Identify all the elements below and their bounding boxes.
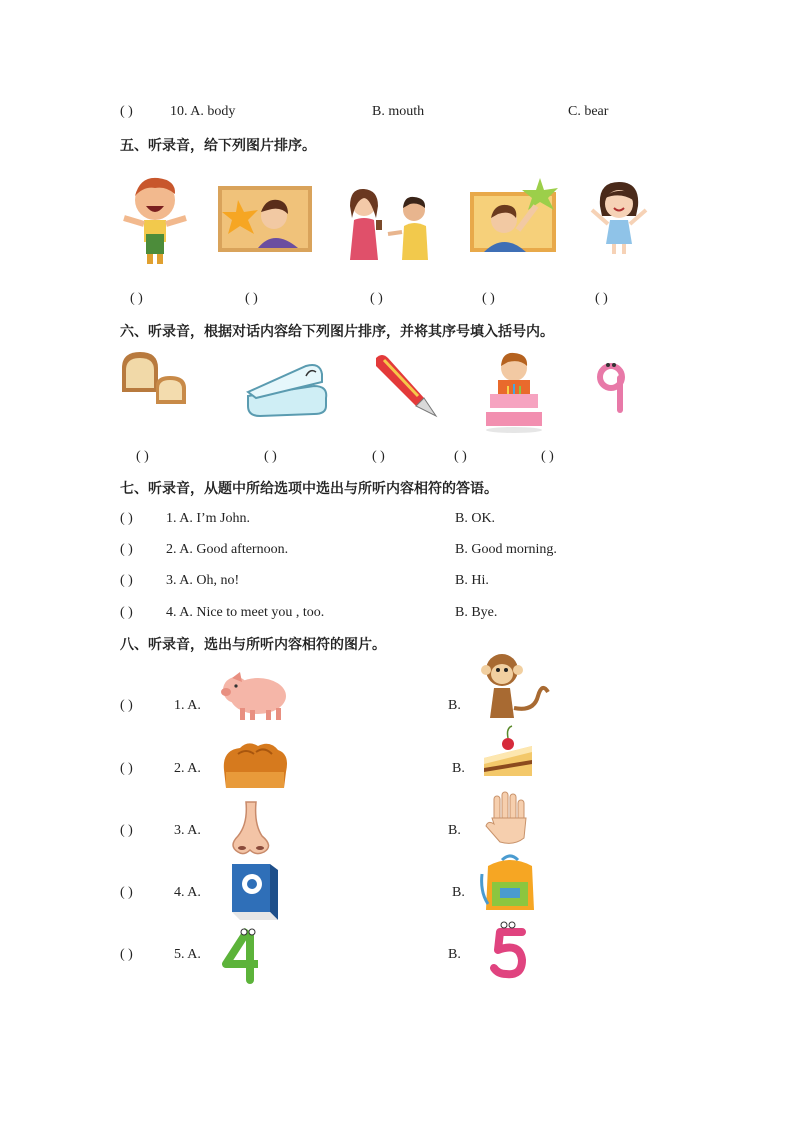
answer-paren[interactable]: ( ) (120, 573, 133, 588)
answer-paren[interactable]: ( ) (120, 761, 133, 776)
answer-paren[interactable]: ( ) (130, 291, 143, 306)
answer-paren[interactable]: ( ) (120, 511, 133, 526)
nose-icon[interactable] (228, 800, 274, 856)
hand-icon[interactable] (484, 792, 530, 846)
pen-icon (370, 352, 440, 420)
number-four-icon[interactable] (222, 926, 266, 984)
pencil-box-icon (244, 362, 330, 418)
section-7-title: 七、听录音，从题中所给选项中选出与所听内容相符的答语。 (120, 481, 498, 497)
option-b: B. (448, 823, 461, 838)
smiling-girl-icon (590, 180, 648, 256)
option-a: 1. A. (174, 698, 201, 713)
answer-paren[interactable]: ( ) (264, 449, 277, 464)
birthday-boy-cake-icon (484, 350, 544, 434)
monkey-icon[interactable] (472, 652, 552, 720)
book-icon[interactable] (226, 862, 280, 922)
boy-waving-picture-icon (218, 186, 312, 252)
girl-and-boy-drinking-icon (340, 184, 440, 260)
option-a: 2. A. (174, 761, 201, 776)
option-a: 5. A. (174, 947, 201, 962)
boy-in-frame-icon (470, 178, 560, 256)
option-a: 3. A. Oh, no! (166, 573, 240, 588)
option-a: 3. A. (174, 823, 201, 838)
answer-paren[interactable]: ( ) (120, 542, 133, 557)
schoolbag-icon[interactable] (480, 852, 540, 914)
option-b: B. Good morning. (455, 542, 557, 557)
answer-paren[interactable]: ( ) (120, 885, 133, 900)
option-b: B. Hi. (455, 573, 489, 588)
answer-paren[interactable]: ( ) (120, 947, 133, 962)
number-nine-icon (596, 362, 626, 416)
answer-paren[interactable]: ( ) (541, 449, 554, 464)
bread-icon (118, 348, 192, 406)
answer-paren[interactable]: ( ) (372, 449, 385, 464)
question-10-option-c: C. bear (568, 104, 609, 119)
answer-paren[interactable]: ( ) (245, 291, 258, 306)
laughing-boy-icon (120, 172, 190, 268)
answer-paren[interactable]: ( ) (120, 698, 133, 713)
option-b: B. (448, 698, 461, 713)
section-6-title: 六、听录音，根据对话内容给下列图片排序，并将其序号填入括号内。 (120, 324, 554, 340)
option-b: B. OK. (455, 511, 496, 526)
option-a: 4. A. (174, 885, 201, 900)
answer-paren[interactable]: ( ) (136, 449, 149, 464)
answer-paren[interactable]: ( ) (370, 291, 383, 306)
pig-icon[interactable] (220, 670, 290, 722)
bread-loaf-icon[interactable] (220, 740, 290, 790)
answer-paren[interactable]: ( ) (482, 291, 495, 306)
option-a: 4. A. Nice to meet you , too. (166, 605, 325, 620)
section-5-title: 五、听录音，给下列图片排序。 (120, 138, 316, 154)
cake-slice-icon[interactable] (482, 724, 536, 780)
option-b: B. (452, 761, 465, 776)
question-10-option-a: 10. A. body (170, 104, 236, 119)
question-10-option-b: B. mouth (372, 104, 425, 119)
answer-paren[interactable]: ( ) (120, 104, 133, 119)
option-b: B. (452, 885, 465, 900)
option-b: B. Bye. (455, 605, 498, 620)
section-8-title: 八、听录音，选出与所听内容相符的图片。 (120, 637, 386, 653)
answer-paren[interactable]: ( ) (120, 823, 133, 838)
answer-paren[interactable]: ( ) (454, 449, 467, 464)
option-a: 1. A. I’m John. (166, 511, 250, 526)
answer-paren[interactable]: ( ) (120, 605, 133, 620)
option-a: 2. A. Good afternoon. (166, 542, 289, 557)
answer-paren[interactable]: ( ) (595, 291, 608, 306)
number-five-icon[interactable] (490, 922, 530, 980)
option-b: B. (448, 947, 461, 962)
